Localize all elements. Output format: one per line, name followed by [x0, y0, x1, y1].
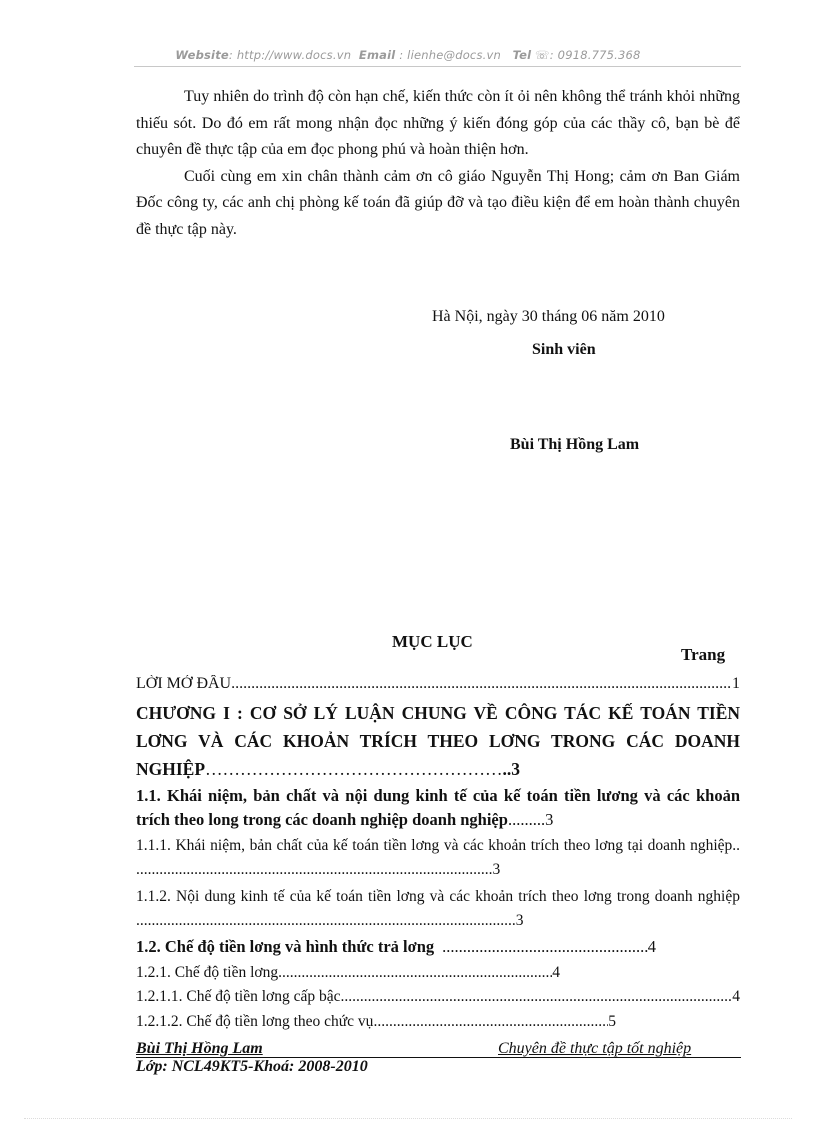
date-place: Hà Nội, ngày 30 tháng 06 năm 2010: [432, 308, 665, 325]
toc-entry-1-1-2[interactable]: [136, 885, 740, 933]
footer-class: Lớp: NCL49KT5-Khoá: 2008-2010: [136, 1058, 368, 1075]
toc-entry-page: 4: [552, 964, 560, 981]
header-rule: [134, 66, 741, 67]
toc-entry-text: 1.2.1.1. Chế độ tiền lơng cấp bậc: [136, 988, 341, 1005]
toc-entry-1-2-1-1[interactable]: [136, 988, 740, 1006]
signer-name: Bùi Thị Hồng Lam: [510, 436, 640, 453]
footer-author: Bùi Thị Hồng Lam: [136, 1040, 263, 1057]
website-label: Website: [175, 48, 229, 62]
toc-entry-text: LỜI MỞ ĐẦU: [136, 675, 232, 692]
toc-entry-text: 1.1.2. Nội dung kinh tế của kế toán tiền lơng và các khoản trích theo lơng trong doanh nghiệp: [136, 888, 740, 905]
toc-entry-intro[interactable]: [136, 675, 740, 693]
toc-entry-chapter-1[interactable]: CHƯƠNG I : CƠ SỞ LÝ LUẬN CHUNG VỀ CÔNG TÁC KẾ TOÁN TIỀN LƠNG VÀ CÁC KHOẢN TRÍCH THEO LƠNG TRONG CÁC DOANH NGHIỆP……………………………………………..3: [136, 703, 740, 779]
email-value: : lienhe@docs.vn: [399, 48, 501, 62]
toc-entry-text: CHƯƠNG I : CƠ SỞ LÝ LUẬN CHUNG VỀ CÔNG TÁC KẾ TOÁN TIỀN LƠNG VÀ CÁC KHOẢN TRÍCH THEO LƠNG TRONG CÁC DOANH NGHIỆP: [136, 703, 740, 779]
toc-entry-page: 3: [515, 912, 524, 929]
toc-entry-page: 3: [545, 810, 554, 829]
toc-leader: ............................................................................................: [136, 861, 493, 878]
toc-entry-text: 1.2.1.2. Chế độ tiền lơng theo chức vụ: [136, 1013, 374, 1030]
toc-entry-1-1[interactable]: [136, 784, 740, 832]
toc-leader: .........: [507, 810, 546, 829]
email-label: Email: [358, 48, 396, 62]
toc-leader: [340, 988, 732, 1006]
toc-entry-text: 1.2. Chế độ tiền lơng và hình thức trả lơng: [136, 937, 435, 956]
page-header: [0, 48, 816, 62]
toc-entry-page: 4: [732, 988, 740, 1005]
website-value: : http://www.docs.vn: [228, 48, 352, 62]
toc-entry-1-2-1-2[interactable]: [136, 1013, 616, 1031]
acknowledgement-text: [136, 84, 740, 243]
paragraph-2: Cuối cùng em xin chân thành cảm ơn cô giáo Nguyễn Thị Hong; cảm ơn Ban Giám Đốc công ty, các anh chị phòng kế toán đã giúp đỡ và tạo điều kiện để em hoàn thành chuyên đề thực tập này.: [136, 167, 740, 238]
toc-entry-text: 1.2.1. Chế độ tiền lơng: [136, 964, 279, 981]
toc-entry-page: 1: [732, 675, 740, 692]
toc-entry-page: 5: [608, 1013, 616, 1030]
toc-leader: ……………………………………………: [205, 759, 503, 779]
toc-entry-text: 1.1. Khái niệm, bản chất và nội dung kinh tế của kế toán tiền lương và các khoản trích theo long trong các doanh nghiệp doanh nghiệp: [136, 786, 740, 829]
toc-entry-1-2[interactable]: [136, 937, 656, 957]
toc-leader: [442, 937, 648, 957]
signer-role: Sinh viên: [532, 341, 596, 358]
toc-page-column: Trang: [681, 645, 726, 664]
tel-value: : 0918.775.368: [549, 48, 641, 62]
toc-entry-page: 3: [511, 759, 521, 779]
toc-leader: [231, 675, 732, 693]
tel-label: Tel: [512, 48, 532, 62]
toc-leader: [373, 1013, 608, 1031]
toc-entry-1-1-1[interactable]: [136, 834, 740, 882]
toc-title: MỤC LỤC: [392, 632, 473, 651]
toc-entry-page: 4: [647, 937, 656, 956]
page-bottom-divider: [24, 1118, 792, 1119]
toc-leader: ..................................................................................................: [136, 912, 516, 929]
footer-topic: Chuyên đề thực tập tốt nghiệp: [498, 1040, 692, 1057]
phone-icon: ☏: [535, 48, 550, 62]
toc-entry-1-2-1[interactable]: [136, 964, 560, 982]
toc-entry-text: 1.1.1. Khái niệm, bản chất của kế toán tiền lơng và các khoản trích theo lơng tại doanh nghiệp..: [136, 837, 740, 854]
toc-entry-page: 3: [492, 861, 501, 878]
paragraph-1: Tuy nhiên do trình độ còn hạn chế, kiến thức còn ít ỏi nên không thể tránh khỏi những thiếu sót. Do đó em rất mong nhận đọc những ý kiến đóng góp của các thầy cô, bạn bè để chuyên đề thực tập của em đọc phong phú và hoàn thiện hơn.: [136, 88, 740, 158]
toc-leader: [278, 964, 552, 982]
